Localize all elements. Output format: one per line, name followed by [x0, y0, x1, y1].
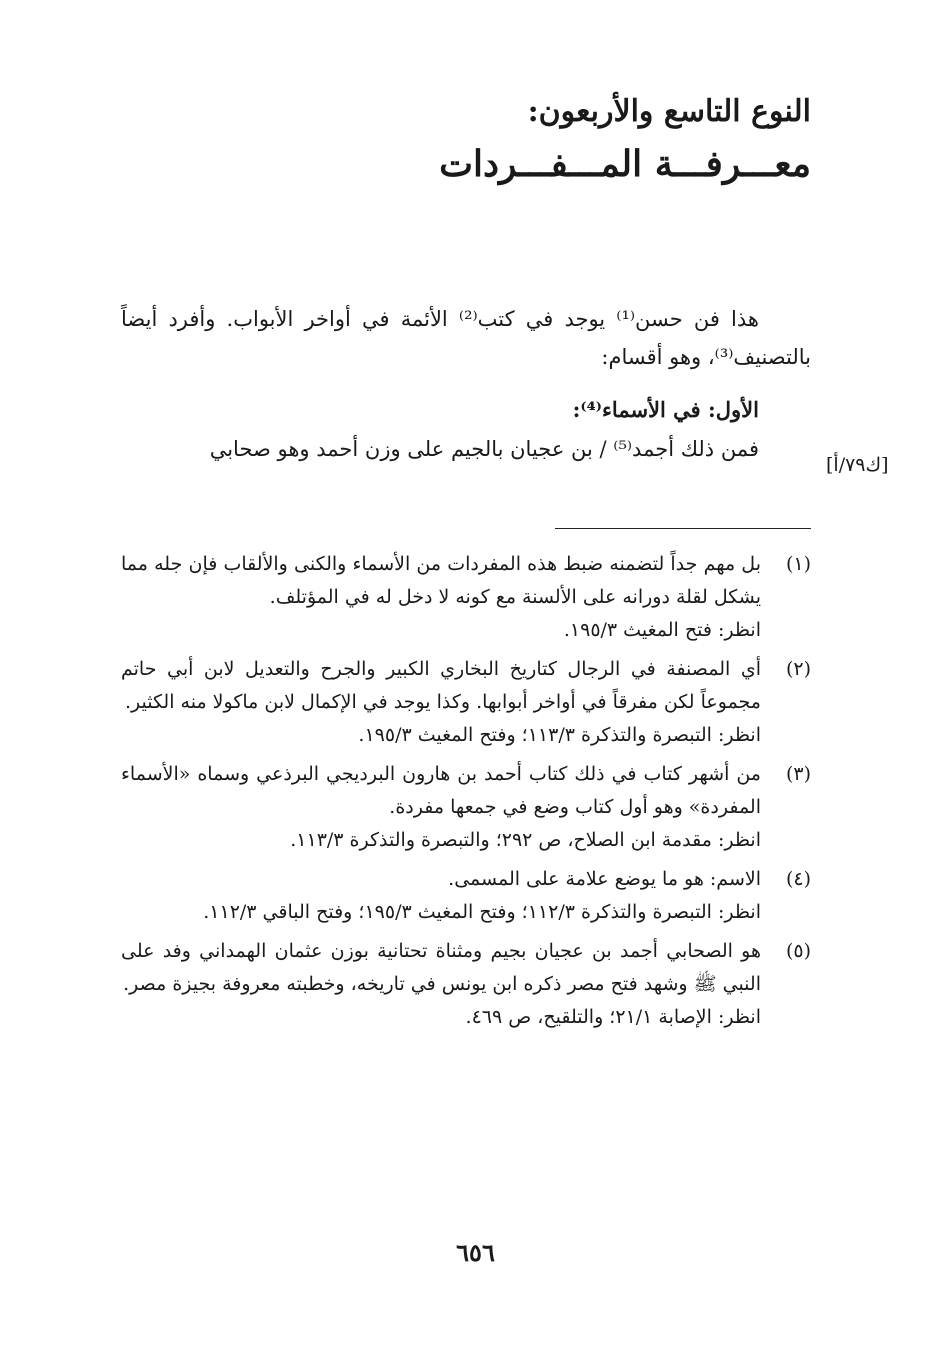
footnote-text: من أشهر كتاب في ذلك كتاب أحمد بن هارون البرديجي البرذعي وسماه «الأسماء المفردة» وهو أول كتاب وضع في جمعها مفردة.	[121, 763, 761, 818]
intro-paragraph: هذا فن حسن⁽¹⁾ يوجد في كتب⁽²⁾ الأئمة في أواخر الأبواب. وأفرد أيضاً بالتصنيف⁽³⁾، وهو أقسام:	[121, 307, 811, 369]
footnote	[121, 548, 811, 647]
footnote-separator	[555, 528, 811, 529]
manuscript-folio-reference: [ك٧٩/أ]	[826, 454, 889, 476]
footnote	[121, 758, 811, 857]
footnote-number: (٤)	[785, 868, 811, 890]
footnote	[121, 863, 811, 929]
footnote	[121, 653, 811, 752]
footnote-number: (٥)	[785, 940, 811, 962]
footnote-text: هو الصحابي أجمد بن عجيان بجيم ومثناة تحتانية بوزن عثمان الهمداني وفد على النبي ﷺ وشهد فتح مصر ذكره ابن يونس في تاريخه، وخطبته معروفة بجيزة مصر.	[121, 940, 761, 995]
footnote-text: الاسم: هو ما يوضع علامة على المسمى.	[448, 868, 761, 890]
chapter-heading	[211, 88, 811, 192]
footnotes	[121, 548, 811, 1040]
page-number: ٦٥٦	[456, 1238, 495, 1267]
chapter-subject-title: معـــرفـــة المـــفـــردات	[439, 143, 811, 185]
chapter-number-title: النوع التاسع والأربعون:	[527, 94, 811, 129]
main-text	[121, 300, 811, 468]
section-title: الأول: في الأسماء⁽⁴⁾:	[572, 397, 759, 422]
footnote-reference: انظر: فتح المغيث ١٩٥/٣.	[563, 619, 761, 641]
footnote-text: بل مهم جداً لتضمنه ضبط هذه المفردات من الأسماء والكنى والألقاب فإن جله مما يشكل لقلة دورانه على الألسنة مع كونه لا دخل له في المؤتلف.	[121, 553, 761, 608]
footnote-reference: انظر: التبصرة والتذكرة ١١٢/٣؛ وفتح المغيث ١٩٥/٣؛ وفتح الباقي ١١٢/٣.	[203, 901, 761, 923]
footnote-number: (٢)	[785, 658, 811, 680]
footnote-text: أي المصنفة في الرجال كتاريخ البخاري الكبير والجرح والتعديل لابن أبي حاتم مجموعاً لكن مفرقاً في أواخر أبوابها. وكذا يوجد في الإكمال لابن ماكولا منه الكثير.	[121, 658, 761, 713]
footnote-reference: انظر: التبصرة والتذكرة ١١٣/٣؛ وفتح المغيث ١٩٥/٣.	[358, 724, 761, 746]
footnote-number: (١)	[785, 553, 811, 575]
footnote-number: (٣)	[785, 763, 811, 785]
footnote-reference: انظر: الإصابة ٢١/١؛ والتلقيح، ص ٤٦٩.	[465, 1006, 761, 1028]
body-paragraph: فمن ذلك أجمد⁽⁵⁾ / بن عجيان بالجيم على وزن أحمد وهو صحابي	[209, 437, 759, 461]
footnote-reference: انظر: مقدمة ابن الصلاح، ص ٢٩٢؛ والتبصرة والتذكرة ١١٣/٣.	[290, 829, 761, 851]
footnote	[121, 935, 811, 1034]
